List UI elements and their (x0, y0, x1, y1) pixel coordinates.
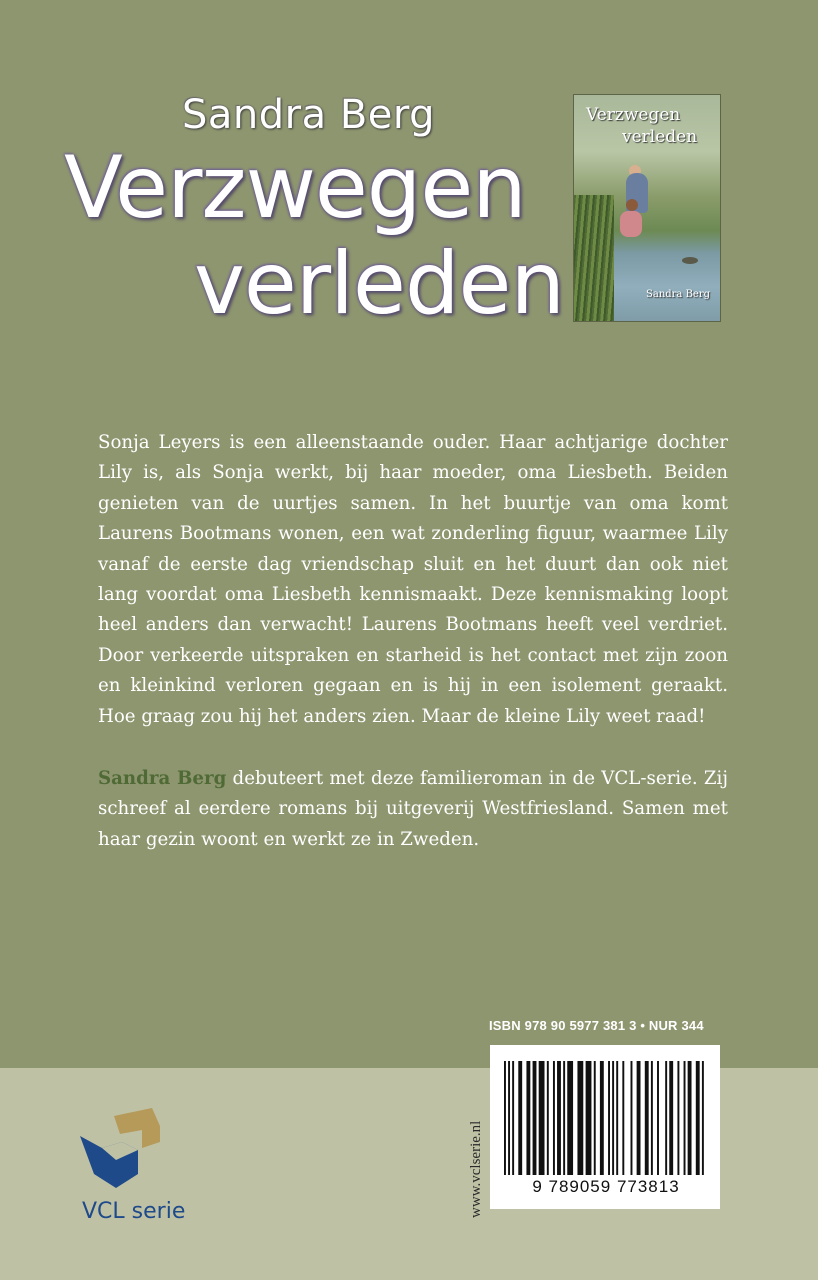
author-bio-name: Sandra Berg (98, 768, 227, 789)
girl-figure (620, 211, 642, 237)
barcode-bar (553, 1061, 555, 1175)
publisher-logo-text: VCL serie (82, 1199, 186, 1224)
barcode-bar (665, 1061, 667, 1175)
barcode-bar (696, 1061, 700, 1175)
thumbnail-author: Sandra Berg (646, 289, 711, 300)
author-bio (98, 764, 728, 855)
barcode-bar (594, 1061, 596, 1175)
barcode-bar (645, 1061, 649, 1175)
thumbnail-title-line1: Verzwegen (586, 105, 681, 125)
synopsis-text: Sonja Leyers is een alleenstaande ouder. Haar achtjarige dochter Lily is, als Sonja werkt, bij haar moeder, oma Liesbeth. Beiden genieten van de uurtjes samen. In het buurtje van oma komt Laurens Bootmans wonen, een wat zonderling figuur, waarmee Lily vanaf de eerste dag vriendschap sluit en het duurt dan ook niet lang voordat oma Liesbeth kennismaakt. Deze kennismaking loopt heel anders dan verwacht! Laurens Bootmans heeft veel verdriet. Door verkeerde uitspraken en starheid is het contact met zijn zoon en kleinkind verloren gegaan en is hij in een isolement geraakt. Hoe graag zou hij het anders zien. Maar de kleine Lily weet raad! (98, 432, 728, 727)
vcl-logo-icon (80, 1108, 164, 1196)
front-cover-thumbnail (573, 94, 721, 322)
barcode-bar (563, 1061, 565, 1175)
barcode-bar (688, 1061, 692, 1175)
barcode (490, 1045, 720, 1209)
barcode-bar (547, 1061, 549, 1175)
barcode-bar (631, 1061, 633, 1175)
barcode-bars (504, 1061, 706, 1175)
barcode-bar (651, 1061, 653, 1175)
isbn-nur-line: ISBN 978 90 5977 381 3 • NUR 344 (489, 1018, 704, 1033)
barcode-bar (512, 1061, 514, 1175)
book-title-line2: verleden (194, 234, 564, 334)
barcode-bar (518, 1061, 522, 1175)
barcode-bar (657, 1061, 659, 1175)
barcode-bar (684, 1061, 686, 1175)
barcode-bar (539, 1061, 545, 1175)
barcode-bar (567, 1061, 573, 1175)
logo-gold-shape (114, 1108, 160, 1148)
barcode-bar (504, 1061, 506, 1175)
thumbnail-title-line2: verleden (622, 127, 698, 147)
author-name: Sandra Berg (182, 92, 435, 138)
barcode-bar (608, 1061, 610, 1175)
barcode-bar (616, 1061, 618, 1175)
website-url: www.vclserie.nl (468, 1120, 484, 1218)
barcode-bar (702, 1061, 704, 1175)
author-bio-text: debuteert met deze familieroman in de VCL-serie. Zij schreef al eerdere romans bij uitgeverij Westfriesland. Samen met haar gezin woont en werkt ze in Zweden. (98, 768, 729, 850)
barcode-bar (612, 1061, 614, 1175)
book-title-line1: Verzwegen (64, 138, 526, 238)
girl-figure-head (626, 199, 638, 211)
barcode-bar (508, 1061, 510, 1175)
barcode-bar (557, 1061, 561, 1175)
barcode-number: 9 789059 773813 (532, 1177, 680, 1196)
barcode-bar (586, 1061, 592, 1175)
duck-illustration (682, 257, 698, 264)
barcode-bar (669, 1061, 673, 1175)
logo-blue-shape (80, 1136, 138, 1188)
barcode-bar (526, 1061, 530, 1175)
barcode-bar (677, 1061, 679, 1175)
barcode-bar (600, 1061, 604, 1175)
barcode-bar (577, 1061, 583, 1175)
barcode-bar (637, 1061, 641, 1175)
barcode-bar (533, 1061, 537, 1175)
barcode-bar (622, 1061, 624, 1175)
reeds-illustration (574, 195, 614, 321)
